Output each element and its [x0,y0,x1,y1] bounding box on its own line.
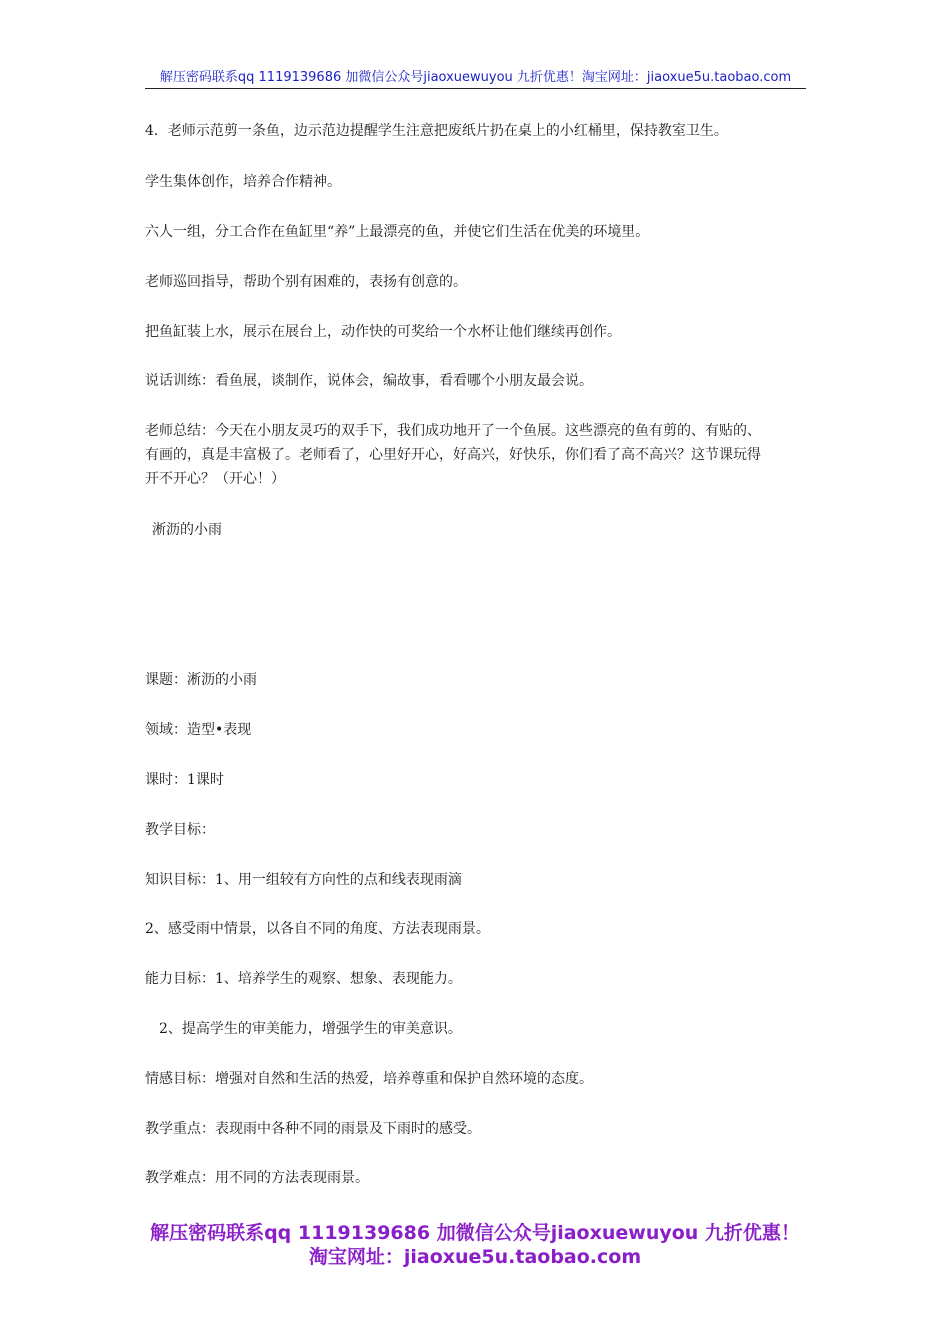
emotion-goal: 情感目标：增强对自然和生活的热爱，培养尊重和保护自然环境的态度。 [145,1071,593,1087]
page-header-ad: 解压密码联系qq 1119139686 加微信公众号jiaoxuewuyou 九折优惠！淘宝网址：jiaoxue5u.taobao.com [145,66,806,89]
lesson-hours: 课时：1课时 [145,772,224,788]
paragraph-summary-line3: 开不开心？（开心！） [145,471,285,487]
lesson-domain: 领域：造型•表现 [145,722,252,738]
section-title: 淅沥的小雨 [152,522,222,538]
paragraph-collective: 学生集体创作，培养合作精神。 [145,174,341,190]
paragraph-guidance: 老师巡回指导，帮助个别有困难的，表扬有创意的。 [145,274,467,290]
teaching-key-point: 教学重点：表现雨中各种不同的雨景及下雨时的感受。 [145,1121,481,1137]
paragraph-summary-line2: 有画的，真是丰富极了。老师看了，心里好开心，好高兴，好快乐，你们看了高不高兴？这节课玩得 [145,447,761,463]
paragraph-summary-line1: 老师总结：今天在小朋友灵巧的双手下，我们成功地开了一个鱼展。这些漂亮的鱼有剪的、有贴的、 [145,423,761,439]
ability-goal-1: 能力目标：1、培养学生的观察、想象、表现能力。 [145,971,462,987]
footer-ad-line1: 解压密码联系qq 1119139686 加微信公众号jiaoxuewuyou 九折优惠！ [150,1222,800,1244]
knowledge-goal-2: 2、感受雨中情景，以各自不同的角度、方法表现雨景。 [145,921,490,937]
teaching-difficulty: 教学难点：用不同的方法表现雨景。 [145,1170,369,1186]
paragraph-groups: 六人一组，分工合作在鱼缸里“养”上最漂亮的鱼，并使它们生活在优美的环境里。 [145,224,650,240]
knowledge-goal-1: 知识目标：1、用一组较有方向性的点和线表现雨滴 [145,872,462,888]
paragraph-speaking: 说话训练：看鱼展，谈制作，说体会，编故事，看看哪个小朋友最会说。 [145,373,593,389]
paragraph-display: 把鱼缸装上水，展示在展台上，动作快的可奖给一个水杯让他们继续再创作。 [145,324,621,340]
teaching-goals-heading: 教学目标： [145,822,215,838]
lesson-topic: 课题：淅沥的小雨 [145,672,257,688]
footer-ad-line2: 淘宝网址：jiaoxue5u.taobao.com [308,1246,642,1268]
paragraph-demo: 4．老师示范剪一条鱼，边示范边提醒学生注意把废纸片扔在桌上的小红桶里，保持教室卫生。 [145,123,728,139]
ability-goal-2: 2、提高学生的审美能力，增强学生的审美意识。 [159,1021,462,1037]
